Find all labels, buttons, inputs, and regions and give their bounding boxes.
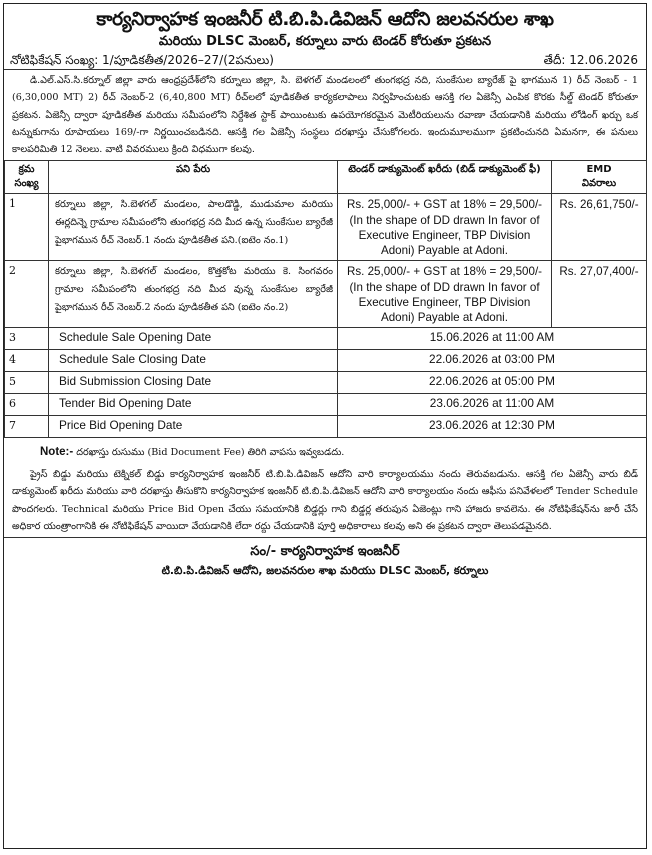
schedule-label: Schedule Sale Closing Date [49,350,338,372]
row-fee: Rs. 25,000/- + GST at 18% = 29,500/- (In the shape of DD drawn In favor of Executive Engineer, TBP Division Adoni) Payable at Adoni. [338,261,552,328]
schedule-row [5,350,647,372]
header-emd-sub: వివరాలు [581,178,617,190]
schedule-label: Bid Submission Closing Date [49,372,338,394]
table-header-row [5,161,647,194]
signature-title: సం/- కార్యనిర్వాహక ఇంజనీర్ [250,543,400,559]
schedule-value: 22.06.2026 at 03:00 PM [338,350,647,372]
header-serial: క్రమ సంఖ్య [5,161,49,194]
row-emd: Rs. 26,61,750/- [552,194,647,261]
note-line [4,438,646,464]
schedule-value: 15.06.2026 at 11:00 AM [338,328,647,350]
header-fee: టెండర్ డాక్యుమెంట్ ఖరీదు (బిడ్ డాక్యుమెంట్ ఫీ) [338,161,552,194]
header-work: పని పేరు [49,161,338,194]
closing-paragraph: ప్రైస్ బిడ్డు మరియు టెక్నికల్ బిడ్డు కార్యనిర్వాహక ఇంజనీర్ టి.బి.పి.డివిజన్ ఆదోని వారి కార్యాలయము నందు తెరువబడును. ఆసక్తి గల ఏజెన్సీ వారు బిడ్ డాక్యుమెంట్ ఖరీదు మరియు వారి దరఖాస్తు తీసుకొని కార్యనిర్వాహక ఇంజనీర్ టి.బి.పి.డివిజన్ ఆదోని వారి కార్యాలయం నందు ఆఫీసు పనివేళలలో Tender Schedule పొందగలరు. Technical మరియు Price Bid Open చేయు సమయానికి బిడ్డర్లు గాని బిడ్డర్ల తరుపున ఏజెంట్లు గాని హాజరు కావలెను. ఈ నోటిఫికేషన్‌ను జారీ చేసే అధికార యంత్రాంగానికి ఈ నోటిఫికేషన్ వాయిదా వేయడానికి లేదా రద్దు చేయడానికి పూర్తి అధికారాలు కలవు అని ఈ ప్రకటన ద్వారా తెలుపడమైనది. [4,464,646,538]
notification-number: నోటిఫికేషన్ సంఖ్య: 1/పూడికతీత/2026–27/(2పనులు) [10,53,274,67]
schedule-serial: 7 [5,416,49,438]
reference-line [4,51,646,70]
intro-paragraph: డి.ఎల్.ఎస్.సి.కర్నూల్ జిల్లా వారు ఆంధ్రప్రదేశ్‌లోని కర్నూలు జిల్లా, సి. బెళగల్ మండలంలో తుంగభద్ర నది, సుంకేసుల బ్యారేజ్ పై భాగమున 1) రీచ్ నెంబర్ - 1 (6,30,000 MT) 2) రీచ్ నెంబర్-2 (6,40,800 MT) రీచ్‌లలో పూడికతీత కార్యకలాపాలు నిర్వహించుటకు ఆసక్తి గల ఏజెన్సీ ఎంపిక కొరకు సీల్డ్ టెండర్ కోరుతూ ప్రకటన. ఏజెన్సీ ద్వారా పూడికతీత మరియు సమీపంలోని నిర్దేశిత స్టాక్ పాయింటుకు ఉపయోగకరమైన మెటీరియలును రవాణా చేయడానికి మరియు లోడింగ్ ఖర్చు ఒక టన్నుకుగాను రూపాయలు 169/-గా నిర్ణయించబడినది. ఆసక్తి గల ఏజెన్సీ సంస్థలు దరఖాస్తు చేసుకోగలరు. ఇందుమూలముగా ప్రకటించునది ఏమనగా, ఈ పనులు కాలపరిమితి 12 నెలలు. వాటి వివరములు క్రింది విధముగా కలవు. [12,75,638,156]
schedule-serial: 3 [5,328,49,350]
tender-notice [3,3,647,849]
schedule-label: Price Bid Opening Date [49,416,338,438]
schedule-label: Tender Bid Opening Date [49,394,338,416]
signature-office: టి.బి.పి.డివిజన్ ఆదోని, జలవనరుల శాఖ మరియు DLSC మెంబర్, కర్నూలు [161,563,489,577]
schedule-serial: 5 [5,372,49,394]
schedule-serial: 6 [5,394,49,416]
schedule-row [5,394,647,416]
schedule-serial: 4 [5,350,49,372]
header-emd-title: EMD [586,164,612,176]
header-emd [552,161,647,194]
schedule-label: Schedule Sale Opening Date [49,328,338,350]
note-text: దరఖాస్తు రుసుము (Bid Document Fee) తిరిగి వాపసు ఇవ్వబడదు. [76,447,345,459]
notice-subtitle: మరియు DLSC మెంబర్, కర్నూలు వారు టెండర్ కోరుతూ ప్రకటన [158,34,492,49]
row-work: కర్నూలు జిల్లా, సి.బెళగల్ మండలం, పాలడొడ్డి, ముడుమాల మరియు ఈర్లదిన్నె గ్రామాల సమీపంలోని తుంగభద్ర నది మీద ఉన్న సుంకేసుల బ్యారేజీ పైభాగమున రీచ్ నెంబర్.1 నందు పూడికతీత పని.(ఐటెం నం.1) [49,194,338,261]
row-emd: Rs. 27,07,400/- [552,261,647,328]
tender-table [4,160,647,438]
row-fee: Rs. 25,000/- + GST at 18% = 29,500/- (In the shape of DD drawn In favor of Executive Engineer, TBP Division Adoni) Payable at Adoni. [338,194,552,261]
schedule-value: 22.06.2026 at 05:00 PM [338,372,647,394]
table-row [5,261,647,328]
schedule-row [5,372,647,394]
table-row [5,194,647,261]
schedule-value: 23.06.2026 at 11:00 AM [338,394,647,416]
schedule-value: 23.06.2026 at 12:30 PM [338,416,647,438]
notice-title: కార్యనిర్వాహక ఇంజనీర్ టి.బి.పి.డివిజన్ ఆదోని జలవనరుల శాఖ [96,9,554,30]
row-work: కర్నూలు జిల్లా, సి.బెళగల్ మండలం, కొత్తకోట మరియు కె. సింగవరం గ్రామాల సమీపంలోని తుంగభద్ర నది మీద వున్న సుంకేసుల బ్యారేజీ పైభాగమున రీచ్ నెంబర్.2 నందు పూడికతీత పని (ఐటెం నం.2) [49,261,338,328]
schedule-row [5,328,647,350]
row-serial: 1 [5,194,49,261]
schedule-row [5,416,647,438]
row-serial: 2 [5,261,49,328]
note-label: Note:- [40,446,74,459]
notice-date: తేదీ: 12.06.2026 [543,53,638,67]
